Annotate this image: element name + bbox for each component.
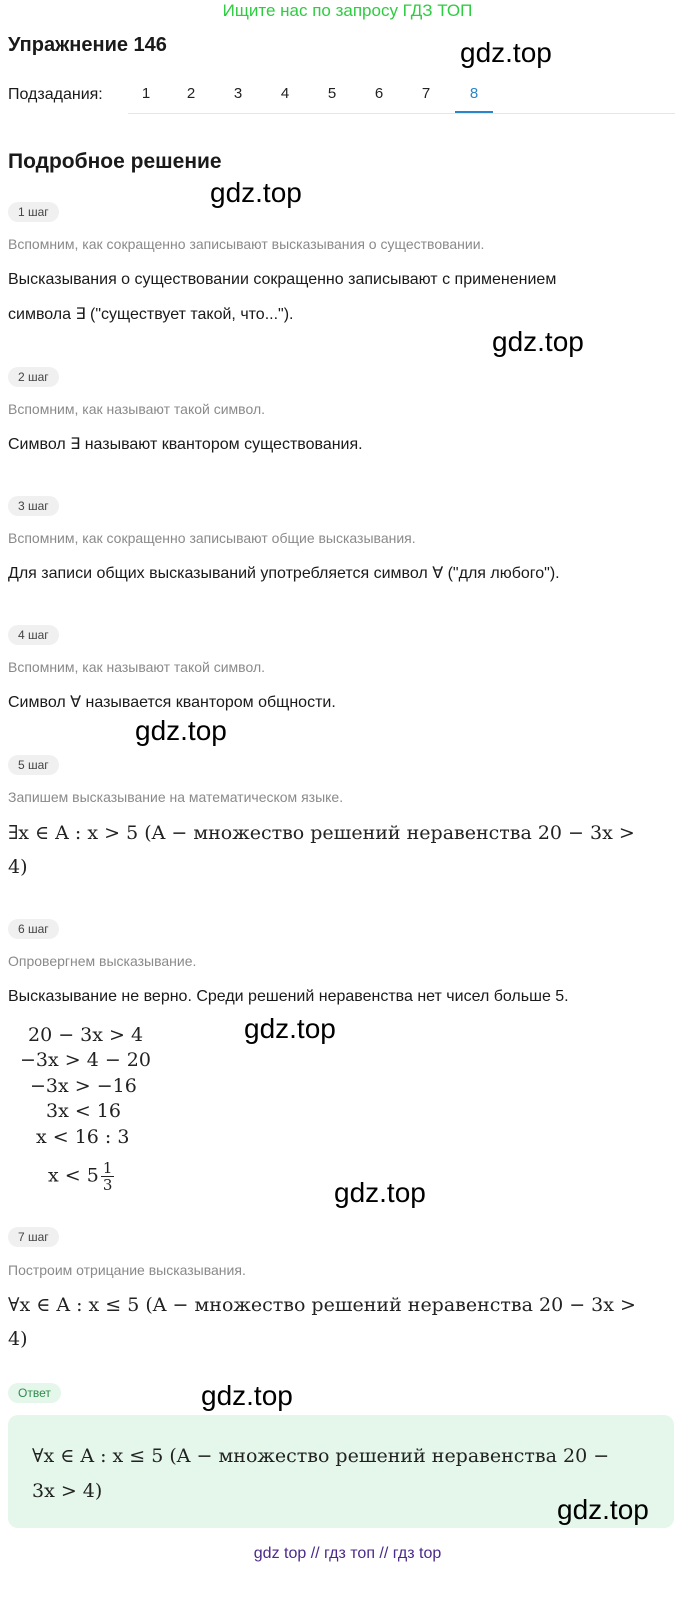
step-text: Высказывания о существовании сокращенно записывают с применением (8, 271, 557, 288)
answer-math-cont: 3x > 4) (32, 1480, 103, 1502)
watermark: gdz.top (557, 1494, 649, 1525)
step-text: Символ ∃ называют квантором существования. (8, 436, 363, 453)
step-hint: Вспомним, как сокращенно записывают общие высказывания. (8, 530, 416, 546)
watermark: gdz.top (201, 1380, 293, 1411)
answer-math: ∀x ∈ A : x ≤ 5 (A − множество решений неравенства 20 − (32, 1445, 610, 1467)
step-badge: 7 шаг (8, 1227, 59, 1247)
step-text: Для записи общих высказываний употребляется символ ∀ ("для любого"). (8, 565, 560, 582)
step-badge: 5 шаг (8, 755, 59, 775)
equation-line: −3x > 4 − 20 (20, 1049, 151, 1071)
equation-text: x < 5 (48, 1164, 99, 1187)
footer-links[interactable]: gdz top // гдз топ // гдз top (253, 1545, 442, 1562)
fraction-denominator: 3 (102, 1176, 113, 1194)
step-text: символа ∃ ("существует такой, что..."). (8, 306, 294, 323)
step-hint: Опровергнем высказывание. (8, 953, 197, 969)
tab-3[interactable]: 3 (233, 85, 243, 102)
active-tab-indicator (455, 111, 493, 113)
equation-line: 20 − 3x > 4 (28, 1024, 144, 1046)
equation-line: −3x > −16 (30, 1075, 137, 1097)
step-text: Высказывание не верно. Среди решений неравенства нет чисел больше 5. (8, 988, 569, 1005)
step-hint: Вспомним, как сокращенно записывают высказывания о существовании. (8, 236, 485, 252)
step-badge: 6 шаг (8, 919, 59, 939)
subtasks-label: Подзадания: (8, 86, 103, 103)
watermark: gdz.top (460, 37, 552, 68)
tab-5[interactable]: 5 (327, 85, 337, 102)
step-badge: 1 шаг (8, 202, 59, 222)
tab-2[interactable]: 2 (186, 85, 196, 102)
step-hint: Вспомним, как называют такой символ. (8, 401, 266, 417)
math-statement-cont: 4) (8, 1328, 28, 1350)
watermark: gdz.top (492, 326, 584, 357)
equation-line-final (48, 1160, 114, 1193)
tab-8[interactable]: 8 (469, 85, 479, 102)
step-badge: 3 шаг (8, 496, 59, 516)
math-statement-cont: 4) (8, 856, 28, 878)
fraction (101, 1160, 115, 1193)
equation-line: 3x < 16 (46, 1100, 121, 1122)
tab-7[interactable]: 7 (421, 85, 431, 102)
step-text: Символ ∀ называется квантором общности. (8, 694, 336, 711)
answer-badge: Ответ (8, 1383, 61, 1403)
math-statement: ∃x ∈ A : x > 5 (A − множество решений неравенства 20 − 3x > (8, 822, 635, 844)
tab-4[interactable]: 4 (280, 85, 290, 102)
tab-1[interactable]: 1 (141, 85, 151, 102)
watermark: gdz.top (334, 1177, 426, 1208)
page-title: Упражнение 146 (8, 34, 167, 56)
equation-line: x < 16 : 3 (36, 1126, 130, 1148)
watermark: gdz.top (135, 715, 227, 746)
step-hint: Вспомним, как называют такой символ. (8, 659, 266, 675)
top-banner[interactable]: Ищите нас по запросу ГДЗ ТОП (222, 1, 473, 20)
subtasks-divider (128, 113, 675, 114)
watermark: gdz.top (244, 1013, 336, 1044)
watermark: gdz.top (210, 177, 302, 208)
step-hint: Запишем высказывание на математическом языке. (8, 789, 344, 805)
tab-6[interactable]: 6 (374, 85, 384, 102)
math-statement: ∀x ∈ A : x ≤ 5 (A − множество решений неравенства 20 − 3x > (8, 1294, 636, 1316)
step-badge: 4 шаг (8, 625, 59, 645)
solution-heading: Подробное решение (8, 150, 222, 173)
fraction-numerator: 1 (102, 1159, 113, 1177)
step-hint: Построим отрицание высказывания. (8, 1262, 246, 1278)
step-badge: 2 шаг (8, 367, 59, 387)
